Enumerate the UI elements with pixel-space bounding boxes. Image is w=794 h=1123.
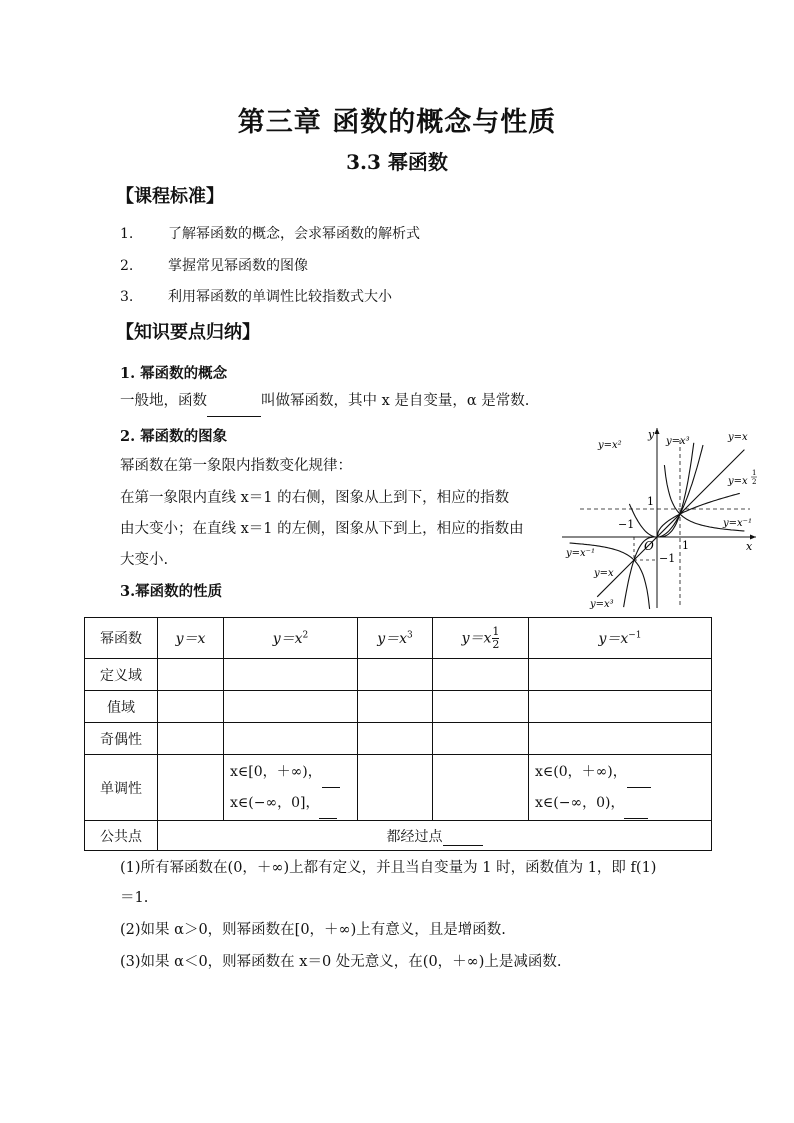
label-half-den: 2 [752,478,757,486]
note-2: (2)如果 α＞0，则幂函数在[0，＋∞)上有意义，且是增函数. [120,922,506,938]
note-1-line-1: (1)所有幂函数在(0，＋∞)上都有定义，并且当自变量为 1 时，函数值为 1，即 f(1) [120,860,657,876]
table-row [85,755,712,821]
graph-text-4: 大变小. [120,552,169,568]
row-label-domain: 定义域 [85,659,158,691]
origin-label: O [644,539,654,553]
table-row [85,691,712,723]
standards-heading: 【课程标准】 [116,186,224,207]
label-half-num: 1 [752,469,757,477]
header-y-x2: $y=x^2$ [224,618,358,659]
table-cell[interactable] [358,755,433,821]
table-cell[interactable] [529,691,712,723]
table-cell[interactable] [224,691,358,723]
graph-text-2: 在第一象限内直线 x＝1 的右侧，图象从上到下，相应的指数 [120,490,510,506]
table-cell[interactable] [358,659,433,691]
props-heading: 3.幂函数的性质 [120,583,223,600]
x-one-label: 1 [682,539,689,552]
table-cell[interactable] [433,723,529,755]
row-label-range: 值域 [85,691,158,723]
header-y-xinv: $y=x^{-1}$ [529,618,712,659]
table-cell[interactable] [158,659,224,691]
table-cell[interactable] [358,691,433,723]
table-cell[interactable] [158,723,224,755]
header-y-x: y＝x [158,618,224,659]
standard-item: 2. 掌握常见幂函数的图像 [120,258,308,274]
table-cell[interactable] [433,755,529,821]
note-1-line-2: ＝1. [120,890,149,906]
row-label-parity: 奇偶性 [85,723,158,755]
label-y-x3-bottom: y=x³ [590,599,614,610]
table-cell[interactable] [224,659,358,691]
blank-field[interactable] [624,788,648,819]
label-y-x: y=x [728,432,748,443]
table-cell[interactable] [358,723,433,755]
y-neg-one-label: −1 [659,552,676,565]
label-y-xinv-right: y=x⁻¹ [723,518,752,529]
y-axis-arrow [655,428,660,434]
power-function-properties-table [84,617,712,851]
graph-text-3: 由大变小；在直线 x＝1 的左侧，图象从下到上，相应的指数由 [120,521,524,537]
row-label-common-point: 公共点 [85,821,158,851]
standard-item: 3. 利用幂函数的单调性比较指数式大小 [120,289,392,305]
x-axis-label: x [746,540,753,553]
common-point-cell: 都经过点 [158,821,712,851]
label-y-xinv-left: y=x⁻¹ [566,548,595,559]
concept-definition: 一般地，函数 叫做幂函数，其中 x 是自变量，α 是常数. [120,386,529,417]
label-y-x-left: y=x [594,568,614,579]
table-row [85,659,712,691]
label-y-x2: y=x² [598,440,622,451]
graph-heading: 2. 幂函数的图象 [120,428,228,445]
table-cell[interactable] [433,659,529,691]
table-cell[interactable] [529,659,712,691]
note-3: (3)如果 α＜0，则幂函数在 x＝0 处无意义，在(0，＋∞)上是减函数. [120,954,562,970]
monotonicity-xinv-cell: x∈(0，＋∞)， x∈(−∞，0)， [529,755,712,821]
table-cell[interactable] [529,723,712,755]
header-y-x3: $y=x^3$ [358,618,433,659]
table-header-label: 幂函数 [85,618,158,659]
table-cell[interactable] [158,691,224,723]
blank-field[interactable] [443,829,483,846]
graph-text-1: 幂函数在第一象限内指数变化规律： [120,458,352,474]
y-one-label: 1 [647,495,654,508]
x-neg-one-label: −1 [618,518,635,531]
header-y-x-half: y＝x $\frac{1}{2}$ [433,618,529,659]
chapter-title: 第三章 函数的概念与性质 [237,107,557,138]
row-label-monotonicity: 单调性 [85,755,158,821]
monotonicity-x2-cell: x∈[0，＋∞)， x∈(−∞，0]， [224,755,358,821]
knowledge-heading: 【知识要点归纳】 [116,322,260,343]
standard-item: 1. 了解幂函数的概念，会求幂函数的解析式 [120,226,420,242]
label-y-x3-top: y=x³ [666,436,690,447]
concept-blank[interactable] [207,386,261,417]
y-axis-label: y [648,428,655,441]
power-function-figure [560,420,760,620]
x-axis-arrow [750,535,756,540]
concept-heading: 1. 幂函数的概念 [120,365,228,382]
half-fraction: $\frac{1}{2}$ [492,624,500,651]
section-title: 3.3 幂函数 [346,150,448,174]
table-row [85,723,712,755]
table-cell[interactable] [224,723,358,755]
table-row [85,618,712,659]
table-cell[interactable] [433,691,529,723]
blank-field[interactable] [319,788,337,819]
table-cell[interactable] [158,755,224,821]
blank-field[interactable] [627,757,651,788]
blank-field[interactable] [322,757,340,788]
label-y-x-half: y=x [728,476,748,487]
table-row [85,821,712,851]
